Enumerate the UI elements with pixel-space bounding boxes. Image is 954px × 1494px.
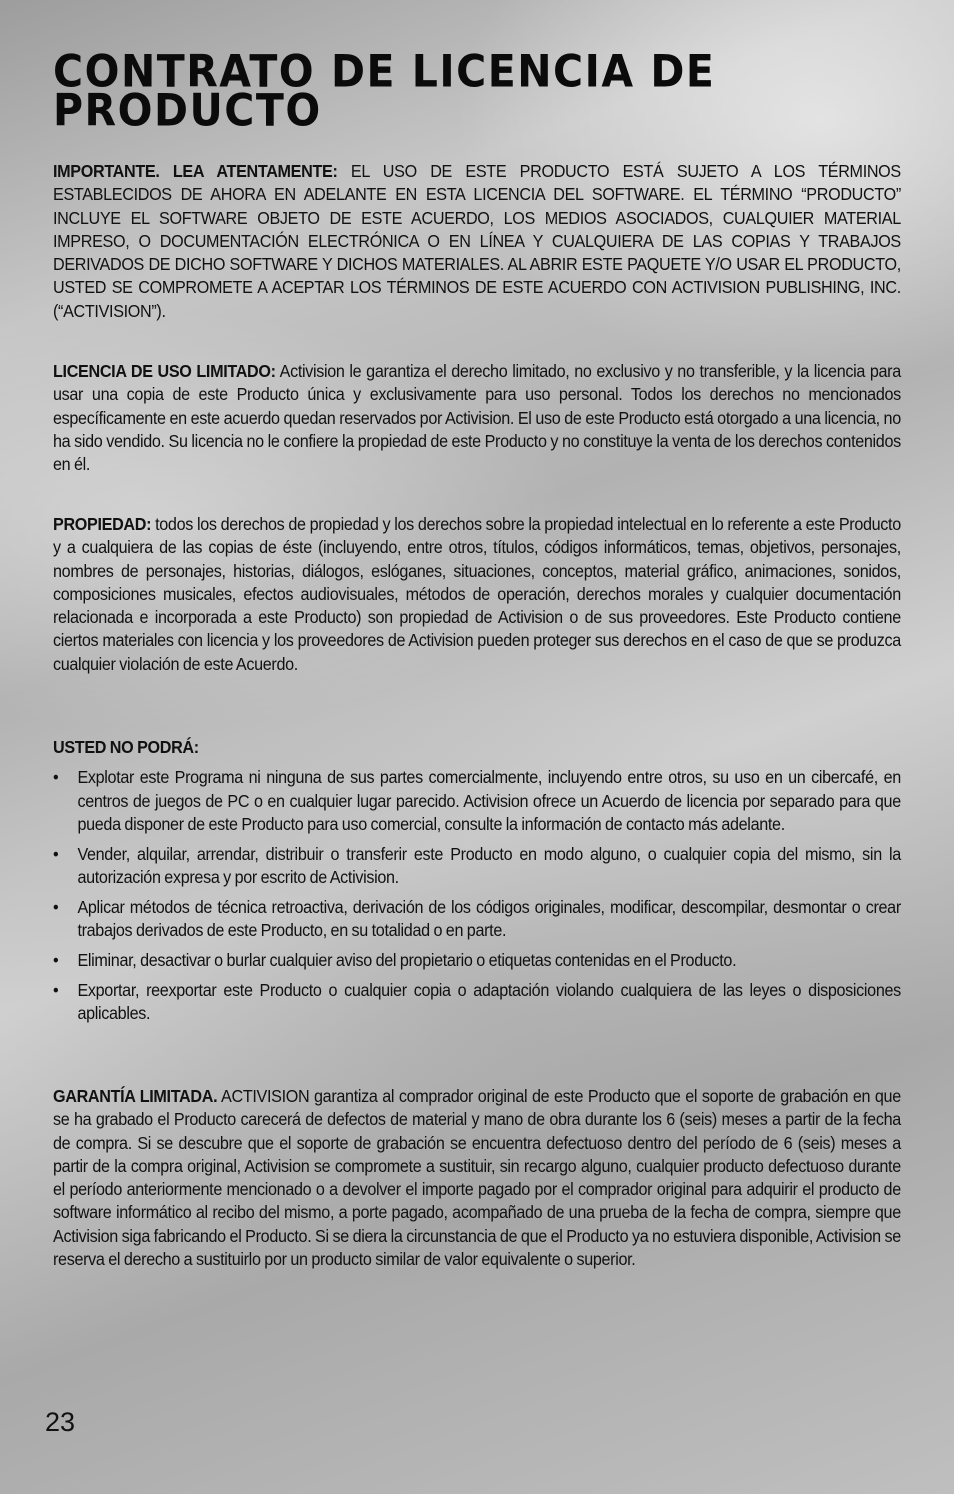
- licencia-text: Activision le garantiza el derecho limitado, no exclusivo y no transferible, y la licencia para usar una copia de este Producto única y exclusivamente para uso personal. Todos los derechos no mencionados específicamente en este acuerdo quedan reservados por Activision. El uso de este Producto está otorgado a una licencia, no ha sido vendido. Su licencia no le confiere la propiedad de este Producto y no constituye la venta de los derechos contenidos en él.: [53, 361, 901, 475]
- licencia-lead: LICENCIA DE USO LIMITADO:: [53, 361, 276, 381]
- list-item-text: Exportar, reexportar este Producto o cualquier copia o adaptación violando cualquiera de las leyes o disposiciones aplicables.: [77, 979, 901, 1023]
- bullet-icon: •: [53, 979, 59, 1000]
- importante-lead: IMPORTANTE. LEA ATENTAMENTE:: [53, 161, 338, 181]
- bullet-icon: •: [53, 949, 59, 970]
- no-podra-heading: USTED NO PODRÁ:: [53, 737, 199, 757]
- propiedad-lead: PROPIEDAD:: [53, 514, 152, 534]
- garantia-lead: GARANTÍA LIMITADA.: [53, 1086, 218, 1106]
- list-item: [53, 766, 901, 836]
- list-item: [53, 896, 901, 943]
- bullet-icon: •: [53, 843, 59, 864]
- no-podra-list: [53, 766, 901, 1025]
- document-page: [53, 45, 901, 1270]
- list-item: [53, 843, 901, 890]
- list-item: [53, 979, 901, 1026]
- licencia-paragraph: [53, 360, 901, 476]
- bullet-icon: •: [53, 767, 59, 788]
- garantia-text: ACTIVISION garantiza al comprador original de este Producto que el soporte de grabación en que se ha grabado el Producto carecerá de defectos de material y mano de obra durante los 6 (seis) meses a partir de la fecha de compra. Si se descubre que el soporte de grabación se encuentra defectuoso dentro del período de 6 (seis) meses a partir de la compra original, Activision se compromete a sustituir, sin recargo alguno, cualquier producto defectuoso durante el período anteriormente mencionado o a devolver el importe pagado por el comprador original para adquirir el producto de software informático al recibo del mismo, a porte pagado, acompañado de una prueba de la fecha de compra, siempre que Activision siga fabricando el Producto. Si se diera la circunstancia de que el Producto ya no estuviera disponible, Activision se reserva el derecho a sustituirlo por un producto similar de valor equivalente o superior.: [53, 1086, 901, 1270]
- list-item-text: Aplicar métodos de técnica retroactiva, derivación de los códigos originales, modificar, descompilar, desmontar o crear trabajos derivados de este Producto, en su totalidad o en parte.: [77, 896, 901, 941]
- propiedad-paragraph: [53, 513, 901, 676]
- propiedad-text: todos los derechos de propiedad y los derechos sobre la propiedad intelectual en lo referente a este Producto y a cualquiera de las copias de éste (incluyendo, entre otros, títulos, códigos informáticos, temas, objetivos, personajes, nombres de personajes, historias, diálogos, eslóganes, situaciones, conceptos, material gráfico, animaciones, sonidos, composiciones musicales, efectos audiovisuales, métodos de operación, derechos morales y cualquier documentación relacionada e incorporada a este Producto) son propiedad de Activision o de sus proveedores. Este Producto contiene ciertos materiales con licencia y los proveedores de Activision pueden proteger sus derechos en el caso de que se produzca cualquier violación de este Acuerdo.: [53, 514, 901, 674]
- page-title: CONTRATO DE LICENCIA DE PRODUCTO: [53, 45, 716, 137]
- list-item-text: Explotar este Programa ni ninguna de sus partes comercialmente, incluyendo entre otros, su uso en un cibercafé, en centros de juegos de PC o en cualquier lugar parecido. Activision ofrece un Acuerdo de licencia por separado para que pueda disponer de este Producto para uso comercial, consulte la información de contacto más adelante.: [77, 767, 901, 834]
- list-item-text: Vender, alquilar, arrendar, distribuir o transferir este Producto en modo alguno, o cualquier copia del mismo, sin la autorización expresa y por escrito de Activision.: [77, 843, 901, 887]
- list-item: [53, 949, 901, 972]
- importante-paragraph: [53, 160, 901, 323]
- importante-text: EL USO DE ESTE PRODUCTO ESTÁ SUJETO A LOS TÉRMINOS ESTABLECIDOS DE AHORA EN ADELANTE EN ESTA LICENCIA DEL SOFTWARE. EL TÉRMINO “PRODUCTO” INCLUYE EL SOFTWARE OBJETO DE ESTE ACUERDO, LOS MEDIOS ASOCIADOS, CUALQUIER MATERIAL IMPRESO, O DOCUMENTACIÓN ELECTRÓNICA O EN LÍNEA Y CUALQUIERA DE LAS COPIAS Y TRABAJOS DERIVADOS DE DICHO SOFTWARE Y DICHOS MATERIALES. AL ABRIR ESTE PAQUETE Y/O USAR EL PRODUCTO, USTED SE COMPROMETE A ACEPTAR LOS TÉRMINOS DE ESTE ACUERDO CON ACTIVISION PUBLISHING, INC. (“ACTIVISION”).: [53, 161, 901, 321]
- list-item-text: Eliminar, desactivar o burlar cualquier aviso del propietario o etiquetas contenidas en el Producto.: [77, 949, 737, 970]
- page-number: 23: [45, 1407, 76, 1437]
- bullet-icon: •: [53, 896, 59, 917]
- no-podra-section: [53, 736, 901, 1032]
- garantia-paragraph: [53, 1085, 901, 1271]
